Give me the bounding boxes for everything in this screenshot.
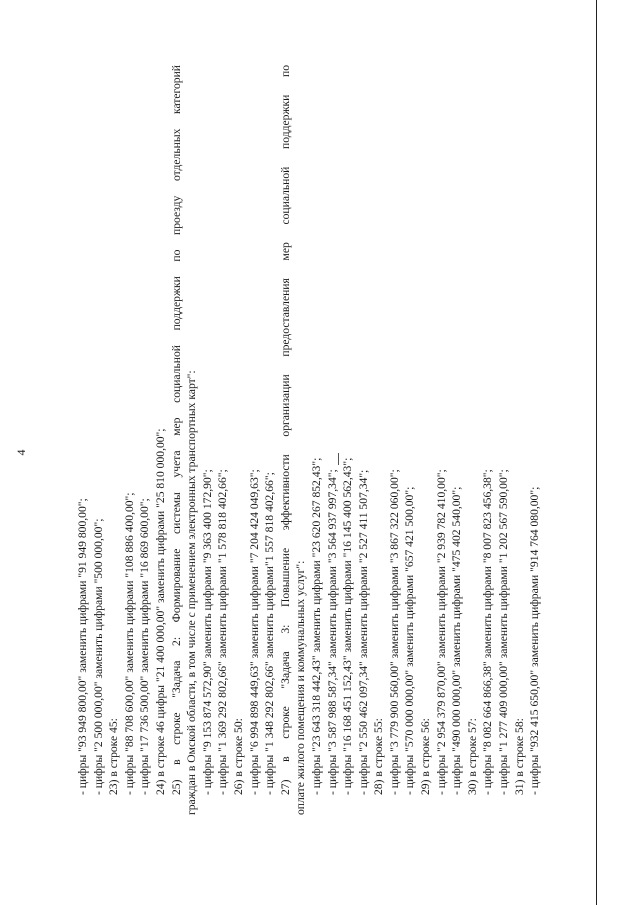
document-line: - цифры "2 500 000,00" заменить цифрами "500 000,00"; [91,518,105,795]
document-body [75,65,543,815]
document-line: 29) в строке 56: [419,718,433,795]
document-line: - цифры "23 643 318 442,43" заменить цифрами "23 620 267 852,43"; [309,457,323,795]
document-line: - цифры "8 082 664 866,38" заменить цифрами "8 007 823 456,38"; [481,469,495,795]
document-line: - цифры "490 000 000,00" заменить цифрами "475 402 540,00"; [450,486,464,795]
document-line: - цифры "1 369 292 802,66" заменить цифрами "1 578 818 402,66"; [216,469,230,795]
document-line: 23) в строке 45: [107,718,121,795]
document-line: - цифры "2 954 379 870,00" заменить цифрами "2 939 782 410,00"; [434,469,448,795]
document-line: - цифры "6 994 898 449,63" заменить цифрами "7 204 424 049,63"; [247,469,261,795]
document-line: - цифры "88 708 600,00" заменить цифрами "108 886 400,00"; [122,492,136,795]
bottom-rule [596,0,597,905]
document-line: оплате жилого помещения и коммунальных услуг": [294,560,308,815]
document-line: - цифры "1 277 409 000,00" заменить цифрами "1 202 567 590,00"; [497,469,511,795]
document-line: 26) в строке 50: [231,718,245,795]
document-line: 31) в строке 58: [512,718,526,795]
edge-mark [338,453,339,465]
document-line: 27) в строке "Задача 3: Повышение эффективности организации предоставления мер социальной поддержки по [278,65,292,795]
document-line: - цифры "1 348 292 802,66" заменить цифрами"1 557 818 402,66"; [263,472,277,795]
document-line: - цифры "932 415 650,00" заменить цифрами "914 764 080,00"; [528,486,542,795]
document-line: - цифры "9 153 874 572,90" заменить цифрами "9 363 400 172,90"; [200,469,214,795]
document-line: - цифры "16 168 451 152,43" заменить цифрами "16 145 400 562,43"; [341,457,355,795]
document-line: - цифры "3 587 988 587,34" заменить цифрами "3 564 937 997,34"; [325,469,339,795]
document-line: - цифры "570 000 000,00" заменить цифрами "657 421 500,00"; [403,486,417,795]
document-line: - цифры "93 949 800,00" заменить цифрами "91 949 800,00"; [76,498,89,795]
document-line: 24) в строке 46 цифры "21 400 000,00" заменить цифрами "25 810 000,00"; [153,428,167,795]
document-line: 30) в строке 57: [465,718,479,795]
document-line: 28) в строке 55: [372,718,386,795]
document-line: граждан в Омской области, в том числе с применением электронных транспортных карт": [185,370,199,815]
page-number: 4 [14,449,28,456]
document-line: - цифры "3 779 900 560,00" заменить цифрами "3 867 322 060,00"; [387,469,401,795]
document-line: 25) в строке "Задача 2: Формирование системы учета мер социальной поддержки по проезду отдельных категорий [169,65,183,795]
document-line: - цифры "17 736 500,00" заменить цифрами "16 869 600,00"; [138,498,152,795]
document-line: - цифры "2 550 462 097,34" заменить цифрами "2 527 411 507,34"; [356,469,370,795]
